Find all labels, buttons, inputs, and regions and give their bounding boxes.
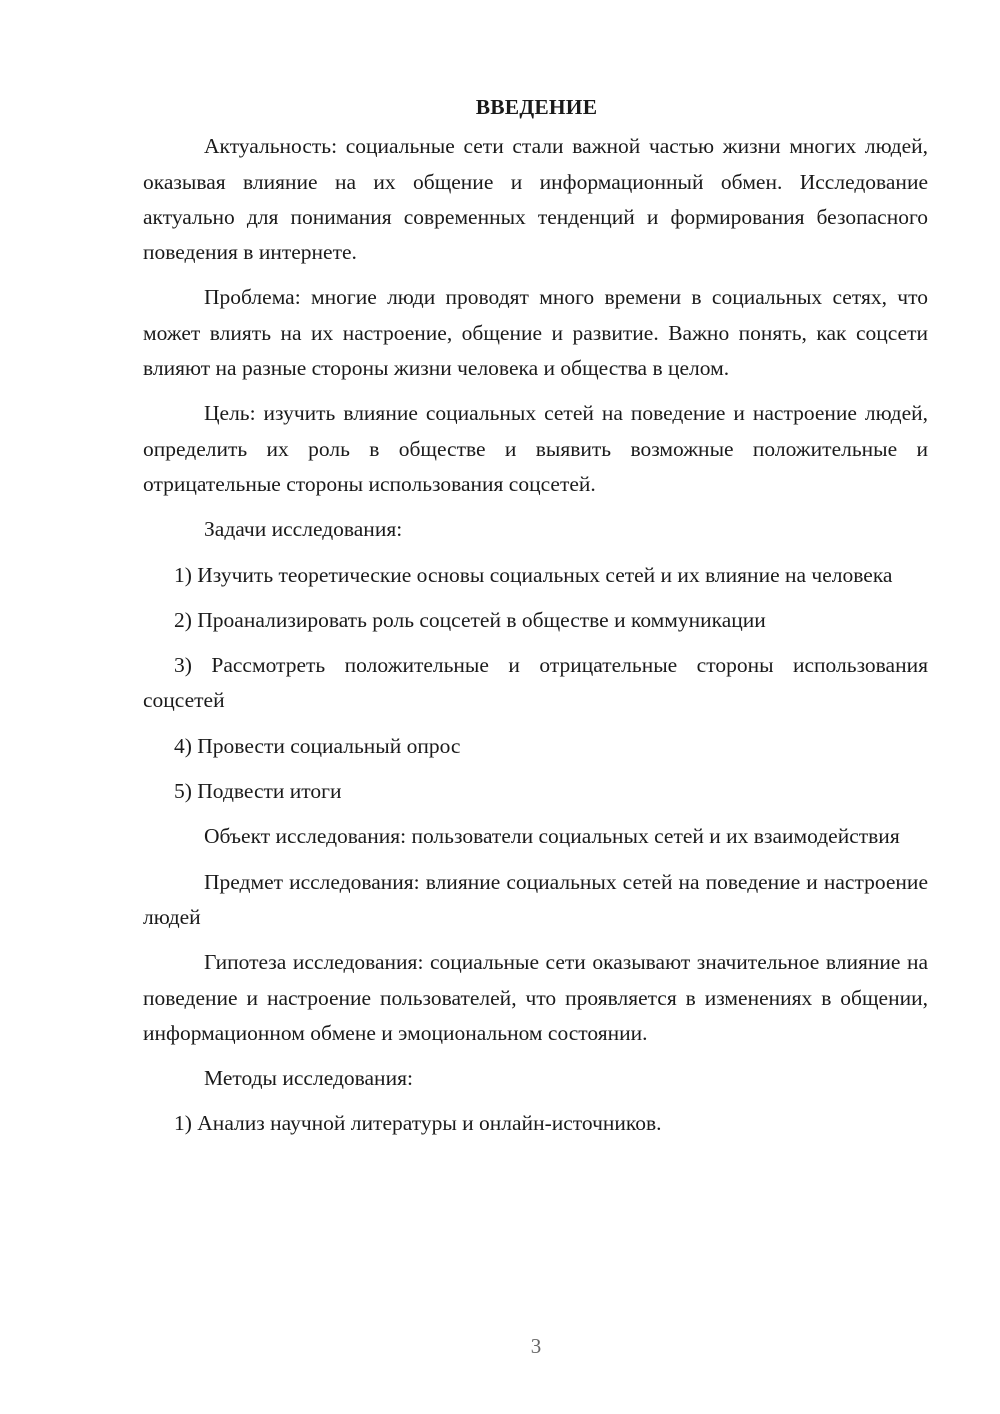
page-number: 3	[530, 1334, 542, 1358]
hypothesis-paragraph: Гипотеза исследования: социальные сети оказывают значительное влияние на поведение и настроение пользователей, что проявляется в изменениях в общении, информационном обмене и эмоциональном состоянии.	[143, 950, 928, 1045]
problem-paragraph: Проблема: многие люди проводят много времени в социальных сетях, что может влиять на их настроение, общение и развитие. Важно понять, как соцсети влияют на разные стороны жизни человека и общества в целом.	[143, 285, 928, 381]
tasks-label: Задачи исследования:	[204, 517, 403, 542]
method-item: 1) Анализ научной литературы и онлайн-источников.	[174, 1111, 662, 1136]
task-item: 4) Провести социальный опрос	[174, 733, 461, 758]
subject-paragraph: Предмет исследования: влияние социальных сетей на поведение и настроение людей	[143, 869, 928, 929]
task-item: 5) Подвести итоги	[174, 779, 342, 804]
relevance-paragraph: Актуальность: социальные сети стали важной частью жизни многих людей, оказывая влияние на их общение и информационный обмен. Исследование актуально для понимания современных тенденций и формирования безопасного поведения в интернете.	[143, 134, 928, 265]
object-paragraph: Объект исследования: пользователи социальных сетей и их взаимодействия	[204, 824, 900, 849]
task-item: 2) Проанализировать роль соцсетей в обществе и коммуникации	[174, 607, 766, 632]
goal-paragraph: Цель: изучить влияние социальных сетей на поведение и настроение людей, определить их роль в обществе и выявить возможные положительные и отрицательные стороны использования соцсетей.	[143, 401, 928, 496]
page-body	[143, 90, 928, 1152]
section-heading: ВВЕДЕНИЕ	[475, 95, 598, 119]
task-item: 3) Рассмотреть положительные и отрицательные стороны использования соцсетей	[143, 653, 928, 713]
methods-label: Методы исследования:	[204, 1066, 413, 1091]
task-item: 1) Изучить теоретические основы социальных сетей и их влияние на человека	[174, 562, 893, 587]
